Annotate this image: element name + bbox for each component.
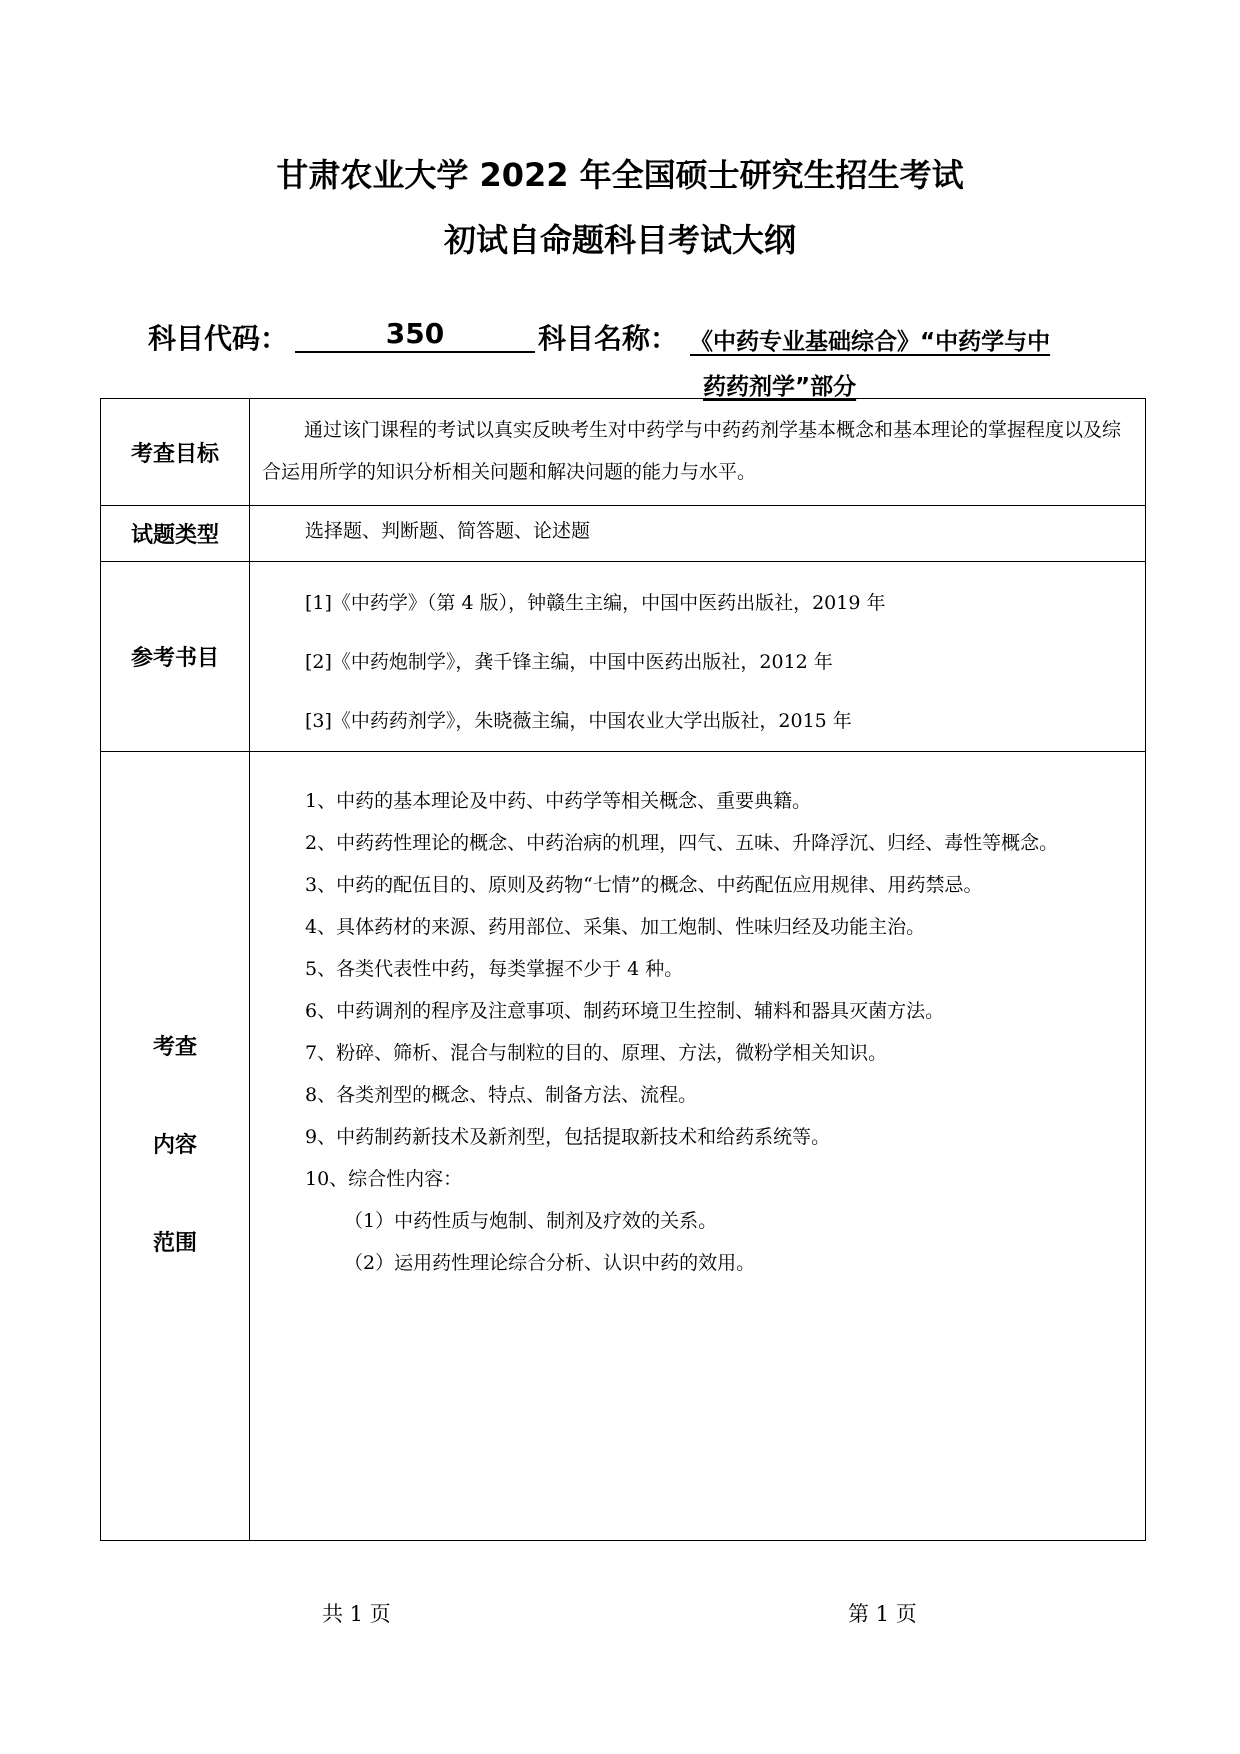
scope-subitem: （2）运用药性理论综合分析、认识中药的效用。 [344,1252,756,1274]
scope-item: 1、中药的基本理论及中药、中药学等相关概念、重要典籍。 [305,790,812,812]
syllabus-table [100,398,1146,1541]
scope-item: 7、粉碎、筛析、混合与制粒的目的、原理、方法，微粉学相关知识。 [305,1042,888,1064]
scope-item: 10、综合性内容： [305,1168,463,1190]
row-type [101,506,1146,562]
subject-name-line1: 《中药专业基础综合》“中药学与中 [690,329,1051,355]
book-item: [1]《中药学》（第 4 版），钟赣生主编，中国中医药出版社，2019 年 [305,592,886,614]
scope-label [101,752,250,1541]
scope-item: 2、中药药性理论的概念、中药治病的机理，四气、五味、升降浮沉、归经、毒性等概念。 [305,832,1059,854]
scope-item: 6、中药调剂的程序及注意事项、制药环境卫生控制、辅料和器具灭菌方法。 [305,1000,945,1022]
scope-item: 4、具体药材的来源、药用部位、采集、加工炮制、性味归经及功能主治。 [305,916,926,938]
book-item: [2]《中药炮制学》，龚千锋主编，中国中医药出版社，2012 年 [305,651,833,673]
type-text: 选择题、判断题、简答题、论述题 [305,520,591,542]
scope-cell [250,752,1146,1541]
scope-label-part: 范围 [152,1231,197,1256]
books-label: 参考书目 [101,562,250,752]
scope-label-part: 考查 [152,1035,197,1060]
subject-name-label: 科目名称： [538,322,679,355]
scope-item: 9、中药制药新技术及新剂型，包括提取新技术和给药系统等。 [305,1126,831,1148]
row-books [101,562,1146,752]
goal-text: 通过该门课程的考试以真实反映考生对中药学与中药药剂学基本概念和基本理论的掌握程度以及综合运用所学的知识分析相关问题和解决问题的能力与水平。 [262,419,1122,483]
book-item: [3]《中药药剂学》，朱晓薇主编，中国农业大学出版社，2015 年 [305,710,852,732]
type-label: 试题类型 [101,506,250,562]
goal-cell [250,399,1146,506]
scope-item: 3、中药的配伍目的、原则及药物“七情”的概念、中药配伍应用规律、用药禁忌。 [305,874,983,896]
type-cell [250,506,1146,562]
subject-code-value: 350 [295,317,535,353]
books-cell [250,562,1146,752]
doc-title-line1: 甘肃农业大学 2022 年全国硕士研究生招生考试 [276,156,964,194]
row-goal [101,399,1146,506]
page-total: 共 1 页 [322,1602,391,1626]
scope-item: 8、各类剂型的概念、特点、制备方法、流程。 [305,1084,698,1106]
row-scope [101,752,1146,1541]
subject-code-label: 科目代码： [148,322,289,355]
scope-label-part: 内容 [152,1133,197,1158]
scope-item: 5、各类代表性中药，每类掌握不少于 4 种。 [305,958,684,980]
scope-subitem: （1）中药性质与炮制、制剂及疗效的关系。 [344,1210,718,1232]
page-number: 第 1 页 [848,1602,917,1626]
goal-label: 考查目标 [101,399,250,506]
subject-name-line2: 药药剂学”部分 [703,374,857,400]
doc-title-line2: 初试自命题科目考试大纲 [443,221,796,259]
